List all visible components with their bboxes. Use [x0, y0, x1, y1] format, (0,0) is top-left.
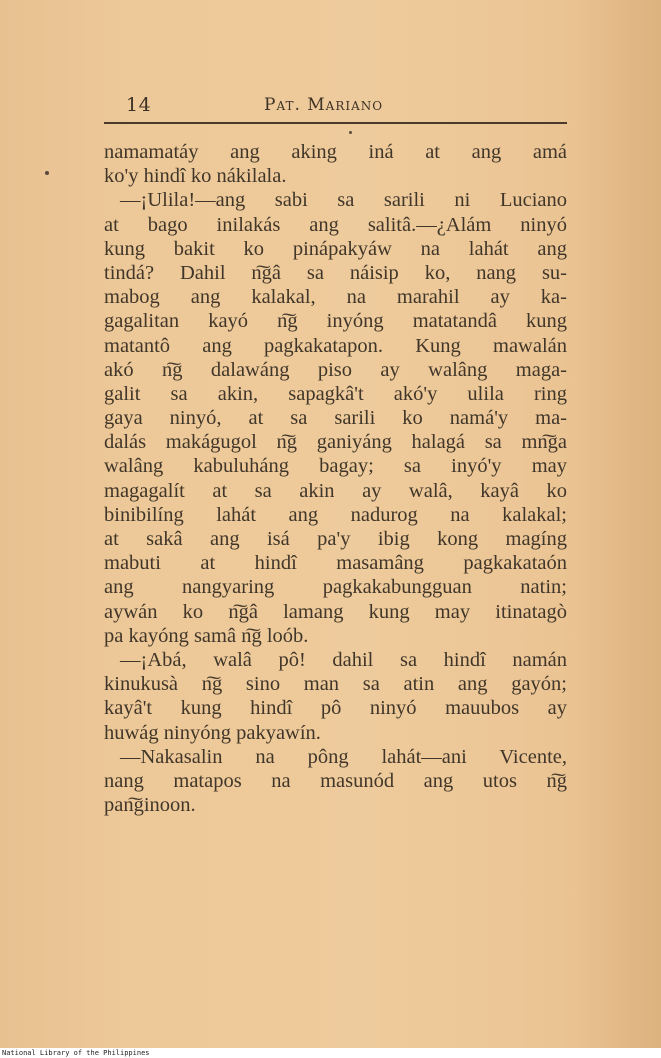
text-line: magagalít at sa akin ay walâ, kayâ ko [104, 479, 567, 502]
text-line: nang matapos na masunód ang utos n͠g [104, 769, 567, 792]
ink-speck [45, 171, 49, 175]
text-line: dalás makágugol n͠g ganiyáng halagá sa mn͠ga [104, 431, 567, 454]
ink-speck [349, 131, 352, 134]
library-credit: National Library of the Philippines [0, 1048, 661, 1058]
text-line: mabog ang kalakal, na marahil ay ka- [104, 286, 567, 309]
text-line: akó n͠g dalawáng piso ay walâng maga- [104, 358, 567, 381]
text-line: ang nangyaring pagkakabungguan natin; [104, 576, 567, 599]
text-line: at bago inilakás ang salitâ.—¿Alám ninyó [104, 213, 567, 236]
body-text [104, 140, 567, 817]
page-number: 14 [126, 94, 152, 116]
text-line: —Nakasalin na pông lahát—ani Vicente, [120, 745, 567, 768]
text-line: namamatáy ang aking iná at ang amá [104, 141, 567, 163]
text-line: at sakâ ang isá pa'y ibig kong magíng [104, 528, 567, 550]
text-line: matantô ang pagkakatapon. Kung mawalán [104, 334, 567, 357]
text-line: —¡Abá, walâ pô! dahil sa hindî namán [120, 648, 567, 671]
page-header [104, 94, 567, 124]
text-line: huwág ninyóng pakyawín. [104, 721, 321, 744]
text-line: tindá? Dahil n͠gâ sa náisip ko, nang su- [104, 261, 567, 284]
text-line: kayâ't kung hindî pô ninyó mauubos ay [104, 697, 567, 720]
text-line: galit sa akin, sapagkâ't akó'y ulila ring [104, 382, 567, 405]
text-line: binibilíng lahát ang nadurog na kalakal; [104, 503, 567, 526]
running-head: Pat. Mariano [264, 95, 384, 115]
text-line: mabuti at hindî masamâng pagkakataón [104, 552, 567, 575]
text-line: —¡Ulila!—ang sabi sa sarili ni Luciano [120, 189, 567, 212]
text-line: pa kayóng samâ n͠g loób. [104, 624, 309, 647]
text-line: kinukusà n͠g sino man sa atin ang gayón; [104, 673, 567, 696]
text-line: pan͠ginoon. [104, 794, 196, 817]
text-line: kung bakit ko pinápakyáw na lahát ang [104, 237, 567, 260]
text-line: walâng kabuluháng bagay; sa inyó'y may [104, 455, 567, 478]
text-line: gagalitan kayó n͠g inyóng matatandâ kung [104, 310, 567, 333]
text-line: gaya ninyó, at sa sarili ko namá'y ma- [104, 407, 567, 430]
text-line: ko'y hindî ko nákilala. [104, 165, 287, 188]
text-line: aywán ko n͠gâ lamang kung may itinatagò [104, 600, 567, 623]
